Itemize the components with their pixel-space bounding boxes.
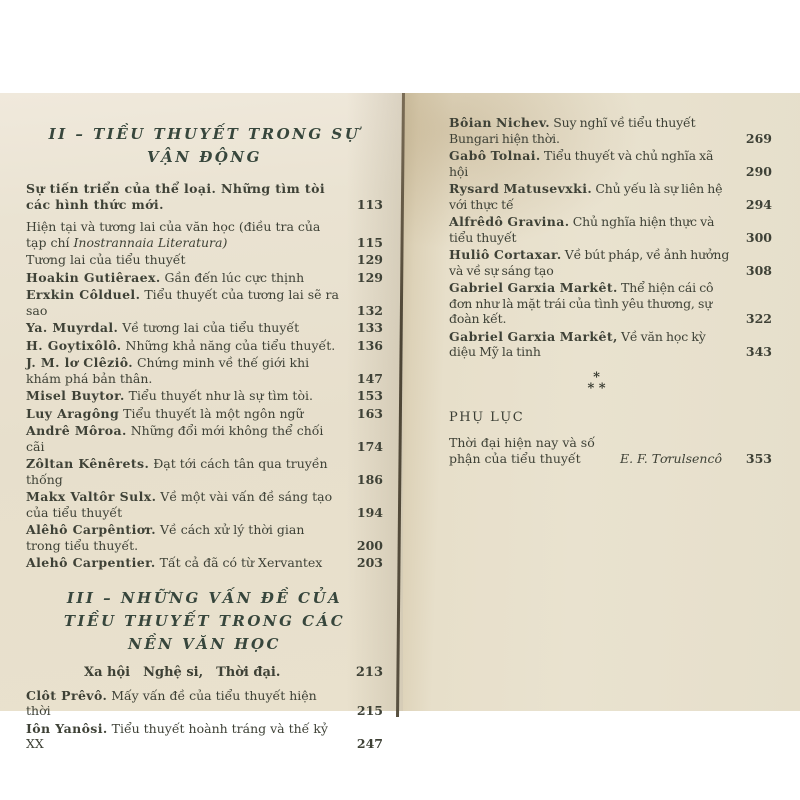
entry-title: Tiểu thuyết hoành tráng và thế kỷ XX: [26, 720, 328, 751]
entry-title: Sự tiến triển của thể loại. Những tìm tòi các hình thức mới.: [26, 181, 325, 212]
toc-entry-text: [26, 423, 349, 454]
page-number: 163: [356, 405, 383, 421]
page-number: 353: [745, 451, 772, 466]
section-3-heading-line-2: TIỀU THUYẾT TRONG CÁC: [63, 611, 346, 630]
author-name: Gabriel Garxia Markêt.: [449, 280, 618, 295]
toc-entry: [26, 270, 383, 286]
toc-entry: [26, 320, 383, 336]
toc-entry-text: [26, 388, 349, 404]
author-name: Misel Buytor.: [26, 388, 125, 403]
toc-entry-text: [26, 406, 349, 422]
appendix-heading: PHỤ LỤC: [449, 409, 525, 425]
toc-entry: [26, 456, 383, 487]
appendix-title: Thời đại hiện nay và số phận của tiểu thuyết: [449, 434, 595, 466]
entry-title: Hiện tại và tương lai của văn học (điều tra của tạp chí: [26, 219, 321, 250]
toc-entry: [26, 489, 383, 520]
page-number: 129: [356, 252, 383, 267]
toc-entry: [449, 247, 772, 278]
author-name: Makx Valtôr Sulx.: [26, 489, 157, 504]
entry-title: Tất cả đã có từ Xervantex: [155, 555, 323, 570]
subheading-text: Xa hội Nghệ si, Thời đại.: [84, 664, 281, 680]
asterism-separator: [449, 369, 744, 396]
section-3-heading-line-3: NỀN VĂN HỌC: [128, 634, 281, 653]
entry-title: Về cách xử lý thời gian trong tiểu thuyết.: [26, 522, 305, 553]
page-number: 300: [745, 229, 772, 245]
toc-entry-text: [449, 115, 738, 146]
entry-title: Mấy vấn đề của tiểu thuyết hiện thời: [26, 687, 317, 718]
entry-title: Suy nghĩ về tiểu thuyết Bungari hiện thời.: [449, 115, 696, 146]
toc-entry-text: [449, 181, 738, 212]
toc-entry: [26, 555, 383, 571]
page-number: 186: [356, 471, 383, 487]
entry-title: Tiểu thuyết và chủ nghĩa xã hội: [449, 148, 714, 179]
author-name: Ya. Muyrdal.: [26, 320, 119, 335]
toc-entry: [26, 388, 383, 404]
page-number: 115: [356, 234, 383, 250]
author-name: Hoakin Gutiêraex.: [26, 269, 161, 285]
appendix-author: E. F. Tơrulsencô: [619, 451, 722, 466]
toc-entry-text: [26, 456, 349, 487]
page-number: 174: [356, 438, 383, 454]
toc-entry: [449, 280, 772, 327]
page-number: 247: [356, 736, 383, 751]
toc-entry: [26, 688, 383, 719]
page-number: 308: [745, 262, 772, 278]
author-name: Andrê Môroa.: [26, 423, 127, 438]
toc-entry-text: [26, 270, 349, 286]
author-name: Clôt Prêvô.: [26, 687, 108, 703]
toc-entry-text: [26, 688, 349, 719]
author-name: Zôltan Kênêrets.: [26, 456, 150, 471]
toc-entry: [449, 148, 772, 179]
page-number: 133: [356, 320, 383, 335]
entry-title: Gần đến lúc cực thịnh: [160, 269, 305, 285]
toc-entry: [26, 287, 383, 318]
author-name: Alfrêdô Gravina.: [449, 214, 570, 229]
entry-title: Về tương lai của tiểu thuyết: [118, 320, 300, 335]
journal-name: Inostrannaia Literatura): [73, 234, 228, 250]
toc-entry: [449, 329, 772, 360]
toc-entry: [26, 338, 383, 354]
entry-title: Thể hiện cái cô đơn như là mặt trái của tình yêu thương, sự đoàn kết.: [449, 280, 714, 326]
toc-entry-text: [449, 280, 738, 327]
page-number: 215: [356, 703, 383, 718]
toc-entry-text: [26, 489, 349, 520]
entry-title: Tương lai của tiểu thuyết: [26, 252, 186, 267]
entry-title: Chứng minh về thế giới khi khám phá bản thân.: [26, 355, 310, 386]
right-page: [403, 93, 800, 711]
section-3-heading: [26, 587, 383, 656]
entry-title: Tiểu thuyết như là sự tìm tòi.: [124, 388, 313, 403]
toc-entry-text: [26, 320, 349, 336]
toc-entry-text: [449, 214, 738, 245]
section-3-heading-line-1: III – NHỮNG VẤN ĐỀ CỦA: [66, 588, 343, 607]
toc-entry-text: [26, 721, 349, 752]
book-photo: [0, 93, 800, 751]
section-2-heading-line-1: II – TIỀU THUYẾT TRONG SỰ: [48, 125, 361, 143]
toc-entry: [26, 721, 383, 752]
asterism-bottom: * *: [587, 380, 606, 396]
toc-entry: [449, 181, 772, 212]
page-number: 200: [356, 537, 383, 553]
author-name: Rysard Matusevxki.: [449, 181, 593, 196]
entry-title: Đạt tới cách tân qua truyền thống: [26, 456, 328, 487]
author-name: H. Goytixôlô.: [26, 337, 122, 353]
toc-entry-text: [449, 329, 738, 360]
page-number: 194: [356, 504, 383, 520]
asterism-top: *: [593, 369, 600, 385]
toc-entry: [26, 522, 383, 553]
toc-entry-text: [449, 247, 738, 278]
toc-entry: [26, 406, 383, 422]
entry-title: Tiểu thuyết của tương lai sẽ ra sao: [26, 287, 339, 318]
page-number: 322: [745, 311, 772, 326]
toc-entry-text: [26, 252, 349, 268]
author-name: Iôn Yanôsi.: [26, 720, 108, 736]
author-name: Huliô Cortaxar.: [449, 247, 562, 262]
toc-entry-text: [26, 555, 349, 571]
page-number: 294: [745, 196, 772, 212]
toc-entry-text: [26, 287, 349, 318]
toc-entry-text: [26, 522, 349, 553]
page-number: 290: [745, 163, 772, 179]
entry-title: Về bút pháp, về ảnh hưởng và về sự sáng tạo: [449, 247, 730, 278]
toc-entry: [26, 219, 383, 250]
page-number: 147: [356, 370, 383, 386]
entry-title: Chủ nghĩa hiện thực và tiểu thuyết: [449, 214, 715, 245]
entry-title: Tiểu thuyết là một ngôn ngữ: [119, 405, 304, 421]
author-name: Erxkin Côlduel.: [26, 287, 141, 302]
toc-entry: [449, 214, 772, 245]
entry-title: Về văn học kỳ diệu Mỹ la tinh: [449, 328, 706, 359]
author-name: Bôian Nichev.: [449, 115, 550, 130]
page-number: 129: [356, 269, 383, 285]
toc-entry: [26, 252, 383, 268]
toc-entry-text: [26, 338, 349, 354]
appendix-entry: [449, 435, 772, 468]
author-name: Gabô Tolnai.: [449, 148, 541, 163]
toc-entry-text: [26, 355, 349, 386]
page-number: 203: [356, 555, 383, 570]
toc-entry-text: [449, 148, 738, 179]
section-3-subheading: [26, 664, 383, 681]
page-number: 132: [356, 302, 383, 318]
author-name: Gabriel Garxia Markêt,: [449, 328, 618, 344]
page-number: 113: [356, 196, 383, 212]
entry-title: Về một vài vấn đề sáng tạo của tiểu thuyết: [26, 489, 333, 520]
left-page: [0, 93, 403, 751]
page-number: 213: [355, 664, 383, 680]
author-name: Alehô Carpentier.: [26, 555, 156, 570]
toc-entry: [26, 423, 383, 454]
author-name: Alêhô Carpêntiơr.: [26, 522, 157, 537]
author-name: J. M. lơ Clêziô.: [26, 355, 133, 370]
page-number: 269: [745, 130, 772, 146]
entry-title: Những khả năng của tiểu thuyết.: [121, 337, 336, 353]
page-number: 153: [356, 388, 383, 403]
author-name: Luy Aragông: [26, 405, 120, 421]
page-number: 343: [745, 344, 772, 359]
page-number: 136: [356, 337, 383, 353]
entry-title: Những đổi mới không thể chối cãi: [26, 423, 324, 454]
toc-entry-text: [26, 181, 349, 212]
toc-entry: [449, 115, 772, 146]
section-2-heading: [26, 123, 383, 169]
section-2-heading-line-2: VẬN ĐỘNG: [147, 148, 262, 166]
toc-entry-text: [26, 219, 349, 250]
toc-entry: [26, 355, 383, 386]
toc-entry: [26, 181, 383, 212]
entry-title: Chủ yếu là sự liên hệ với thực tế: [449, 181, 723, 212]
